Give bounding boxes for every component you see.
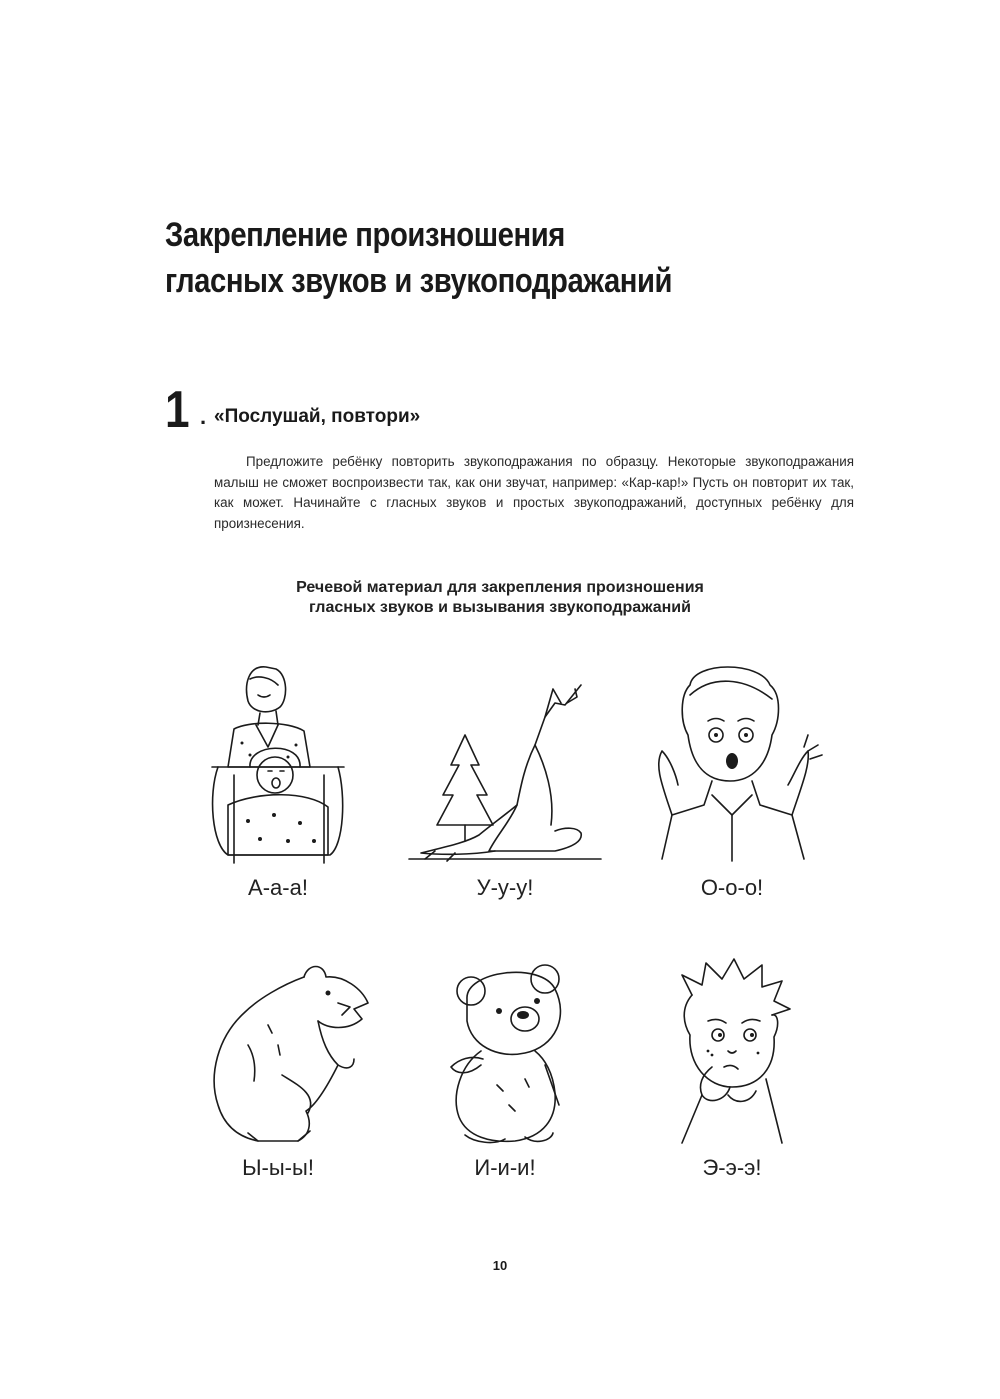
picture-card-wolf [395,655,615,901]
picture-card-boy-doubtful [622,955,842,1181]
caption-y: Ы-ы-ы! [242,1155,314,1180]
page-title [165,212,784,304]
picture-card-boy-surprised [622,655,842,901]
exercise-number-dot: . [200,404,207,429]
doubtful-boy-icon [632,955,832,1147]
exercise-title: «Послушай, повтори» [214,406,421,427]
material-heading-line-1: Речевой материал для закрепления произношения [296,579,704,596]
exercise-number: 1 [165,381,190,439]
page-number: 10 [492,1258,508,1273]
caption-o: О-о-о! [700,875,764,900]
picture-card-bear [168,955,388,1181]
exercise-instructions: Предложите ребёнку повторить звукоподражания по образцу. Некоторые звукоподражания малыш не сможет воспроизвести так, как они звучат, например: «Кар-кар!» Пусть он повторит их так, как может. Начинайте с гласных звуков и простых звукоподражаний, доступных ребёнку для произнесения. [214,454,854,531]
growling-bear-icon [178,955,378,1147]
picture-card-bear-cub [395,955,615,1181]
picture-card-mother-baby [168,655,388,901]
material-heading-line-2: гласных звуков и вызывания звукоподражаний [309,599,691,616]
page-title-line-1: Закрепление произношения [165,216,565,254]
bear-cub-icon [405,955,605,1147]
material-heading [0,578,1000,618]
surprised-boy-icon [632,655,832,867]
howling-wolf-icon [405,655,605,867]
caption-a: А-а-а! [248,875,308,900]
caption-e: Э-э-э! [702,1155,762,1180]
page-title-line-2: гласных звуков и звукоподражаний [165,262,673,300]
mother-with-baby-icon [178,655,378,867]
caption-i: И-и-и! [474,1155,536,1180]
caption-u: У-у-у! [476,875,534,900]
